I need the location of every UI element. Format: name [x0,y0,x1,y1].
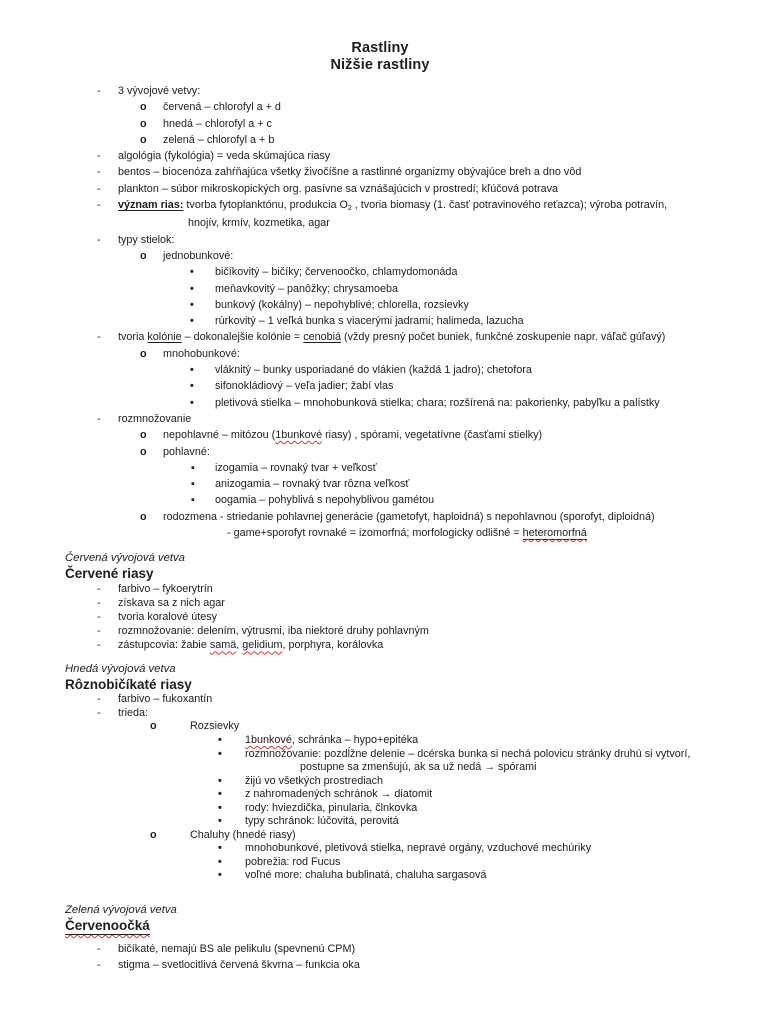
text-segment: Rôznobičíkaté riasy [65,677,192,693]
list-item-line [0,362,760,378]
text-segment: izogamia – rovnaký tvar + veľkosť [215,461,377,474]
list-item-line [0,707,760,721]
line-text [163,132,274,148]
list-item-line [0,775,760,789]
list-item-line [0,132,760,148]
line-text [118,232,174,248]
text-segment: pohlavné: [163,445,210,458]
bullet-dot-icon: • [218,842,222,855]
text-segment: meňavkovitý – panôžky; chrysamoeba [215,282,399,295]
text-segment: bunkový (kokálny) – nepohyblivé; chlorella, rozsievky [215,298,469,311]
list-item-line [0,181,760,197]
text-segment: získava sa z nich agar [118,597,225,610]
line-text [215,395,660,411]
list-item-line [0,815,760,829]
line-text [65,662,176,676]
list-item-line [0,197,760,215]
text-segment: Chaluhy (hnedé riasy) [190,828,296,841]
line-text [118,181,558,197]
bullet-dot-icon: • [218,855,222,868]
line-text [227,525,587,541]
list-item-line [0,395,760,411]
text-segment: samä [209,639,237,652]
bullet-o-icon: o [140,429,147,442]
line-text [118,596,225,610]
doc-title [0,0,760,74]
list-item-line [0,624,760,638]
list-item-line [0,329,760,345]
line-text [65,917,150,935]
list-item-line [0,596,760,610]
text-segment: rozmnožovanie: delením, výtrusmi, iba niektoré druhy pohlavným [118,625,429,638]
line-text [245,775,383,789]
list-item-line [0,297,760,313]
text-segment: kolónie [147,331,182,344]
text-segment: bičíkovitý – bičíky; červenoočko, chlamydomonáda [215,266,458,279]
list-item-line [0,427,760,443]
text-segment: rody: hviezdička, pinularia, člnkovka [245,801,418,814]
text-segment: červená – chlorofyl a + d [163,101,281,114]
text-segment: typy schránok: lúčovitá, perovitá [245,815,399,828]
section-heading-bold [65,917,760,935]
bullet-dot-icon: • [218,815,222,828]
line-text [118,941,355,958]
line-text [163,116,272,132]
line-text [215,313,524,329]
text-segment: bentos – biocenóza zahŕňajúca všetky živočíšne a rastlinné organizmy obývajúce breh a dno vôd [118,166,582,179]
bullet-dash-icon: - [97,693,101,706]
text-segment: gelidium [242,639,283,652]
bullet-sq-icon: ▪ [191,478,195,491]
section-zelena-vetva [0,903,760,974]
bullet-dash-icon: - [97,331,101,344]
list-item-line [0,378,760,394]
text-segment: voľné more: chaluha bublinatá, chaluha sargasová [245,869,487,882]
list-item-line [0,610,760,624]
bullet-dot-icon: • [218,869,222,882]
text-segment: rodozmena - striedanie pohlavnej generácie (gametofyt, haploidná) s nepohlavnou (sporofyt, diploidná) [163,510,655,523]
bullet-o-icon: o [150,720,157,733]
bullet-o-icon: o [140,347,147,360]
section-cervena-vetva [0,551,760,652]
line-text [300,761,536,775]
line-text [118,624,429,638]
section-hneda-vetva [0,662,760,883]
bullet-dash-icon: - [97,639,101,652]
line-text [215,297,469,313]
list-item-line [0,802,760,816]
line-text [163,509,655,525]
list-item-line [0,856,760,870]
bullet-dot-icon: • [218,733,222,746]
line-text [215,492,434,508]
list-item-line [0,460,760,476]
text-segment: zelená – chlorofyl a + b [163,133,275,146]
line-text [65,676,192,693]
line-text [245,869,486,883]
line-text [163,248,233,264]
line-text [118,957,360,974]
text-segment: rúrkovitý – 1 veľká bunka s viacerými jadrami; halimeda, lazucha [215,315,524,328]
line-text [65,903,177,917]
line-text [118,148,330,164]
line-text [245,734,418,748]
bullet-dash-icon: - [97,625,101,638]
list-item-line [0,788,760,802]
text-segment: stigma – svetlocitlivá červená škvrna – funkcia oka [118,959,360,972]
bullet-dash-icon: - [97,182,101,195]
bullet-o-icon: o [150,828,157,841]
text-segment: trieda: [118,706,149,719]
list-item-line [0,582,760,596]
bullet-dash-icon: - [97,583,101,596]
text-segment: rozmnožovanie [118,412,192,425]
text-segment: mnohobunkové: [163,347,240,360]
text-segment: hnojív, krmív, kozmetika, agar [188,217,330,230]
text-segment: nepohlavné – mitózou ( [163,429,276,442]
bullet-o-icon: o [140,445,147,458]
text-segment: (vždy presný počet buniek, funkčné zoskupenie napr. váľač gúľavý) [341,331,666,344]
bullet-dot-icon: • [218,801,222,814]
list-item-line [0,232,760,248]
line-text [245,856,340,870]
line-text [190,829,296,843]
text-segment: tvorba fytoplanktónu, produkcia O [183,199,348,212]
bullet-dot-icon: • [190,396,194,409]
list-item-line [0,148,760,164]
bullet-dot-icon: • [190,282,194,295]
text-segment: cenobiá [303,331,342,344]
text-segment: 1bunkové [245,733,292,746]
doc-title-line1: Rastliny [351,40,409,56]
list-item-line [0,281,760,297]
line-text [65,551,185,565]
bullet-dot-icon: • [190,298,194,311]
list-item-line [0,264,760,280]
text-segment: zástupcovia: žabie [118,639,210,652]
section-heading-bold [65,676,760,693]
text-segment: , porphyra, korálovka [282,639,384,652]
list-item-line [0,957,760,974]
line-text [215,476,409,492]
list-item-line [0,83,760,99]
bullet-dash-icon: - [97,85,101,97]
list-item-line [0,941,760,958]
list-item-line [0,476,760,492]
line-text [245,748,690,762]
doc-body [0,83,760,974]
text-segment: Rozsievky [190,720,240,733]
line-text [118,197,667,215]
text-segment: algológia (fykológia) = veda skúmajúca riasy [118,150,331,163]
text-segment: , tvoria biomasy (1. časť potravinového reťazca); výroba potravín, [351,199,668,212]
bullet-dot-icon: • [190,315,194,328]
text-segment: hnedá – chlorofyl a + c [163,117,272,130]
list-item-line [0,411,760,427]
bullet-o-icon: o [140,133,147,146]
line-text [163,444,210,460]
continuation-line [0,761,760,775]
text-segment: Zelená vývojová vetva [65,903,177,916]
line-text [215,378,393,394]
bullet-dash-icon: - [97,611,101,624]
text-segment: význam rias: [118,199,184,212]
text-segment: - game+sporofyt rovnaké = izomorfná; morfologicky odlišné = [227,527,523,540]
list-item-line [0,734,760,748]
list-item-line [0,346,760,362]
text-segment: mnohobunkové, pletivová stielka, nepravé orgány, vzduchové mechúriky [245,842,592,855]
line-text [163,99,281,115]
bullet-o-icon: o [140,101,147,114]
text-segment: z nahromadených schránok → diatomit [245,788,433,801]
continuation-line [0,525,760,541]
text-segment: farbivo – fukoxantín [118,693,213,706]
line-text [118,83,200,99]
text-segment: pobrežia: rod Fucus [245,855,341,868]
list-item-line [0,164,760,180]
list-item-line [0,720,760,734]
text-segment: vláknitý – bunky usporiadané do vlákien (každá 1 jadro); chetofora [215,364,532,377]
bullet-dash-icon: - [97,412,101,425]
line-text [163,427,542,443]
line-text [118,329,665,345]
bullet-dash-icon: - [97,166,101,179]
section-heading-italic [65,551,760,565]
text-segment: tvoria koralové útesy [118,611,218,624]
list-item-line [0,693,760,707]
text-segment: typy stielok: [118,233,175,246]
list-item-line [0,869,760,883]
bullet-dot-icon: • [190,380,194,393]
line-text [245,815,399,829]
line-text [118,693,212,707]
line-text [245,802,417,816]
line-text [118,164,581,180]
text-segment: Červené riasy [65,566,154,582]
line-text [118,582,213,596]
bullet-o-icon: o [140,249,147,262]
section-intro [0,83,760,541]
text-segment: tvoria [118,331,148,344]
section-heading-bold [65,565,760,582]
text-segment: Červená vývojová vetva [65,552,185,565]
line-text [245,842,591,856]
doc-title-line2: Nižšie rastliny [330,57,430,73]
text-segment: anizogamia – rovnaký tvar rôzna veľkosť [215,478,410,491]
continuation-line [0,215,760,231]
line-text [118,610,217,624]
list-item-line [0,248,760,264]
text-segment: heteromorfná [522,527,587,540]
line-text [215,362,532,378]
section-heading-italic [65,903,760,917]
text-segment: sifonokládiový – veľa jadier; žabí vlas [215,380,394,393]
text-segment: , [236,639,243,652]
bullet-dash-icon: - [97,942,101,955]
text-segment: – dokonalejšie kolónie = [181,331,304,344]
bullet-sq-icon: ▪ [191,461,195,474]
bullet-dash-icon: - [97,706,101,719]
line-text [215,264,457,280]
list-item-line [0,116,760,132]
line-text [65,565,154,582]
text-segment: pletivová stielka – mnohobunková stielka; chara; rozšírená na: pakorienky, pabyľku a palístky [215,396,660,409]
text-segment: , schránka – hypo+epitéka [291,733,419,746]
line-text [245,788,432,802]
text-segment: 3 vývojové vetvy: [118,85,201,97]
bullet-dash-icon: - [97,233,101,246]
list-item-line [0,638,760,652]
text-segment: bičíkaté, nemajú BS ale pelikulu (spevnenú CPM) [118,942,356,955]
text-segment: postupne sa zmenšujú, ak sa už nedá → spórami [300,761,537,774]
line-text [118,638,383,652]
text-segment: žijú vo všetkých prostrediach [245,774,384,787]
bullet-dash-icon: - [97,597,101,610]
bullet-dot-icon: • [190,364,194,377]
line-text [215,281,398,297]
text-segment: 2 [347,204,352,212]
bullet-o-icon: o [140,510,147,523]
line-text [163,346,240,362]
line-text [215,460,377,476]
bullet-dot-icon: • [218,747,222,760]
list-item-line [0,99,760,115]
text-segment: plankton – súbor mikroskopických org. pasívne sa vznášajúcich v prostredí; kľúčová potrava [118,182,559,195]
bullet-sq-icon: ▪ [191,494,195,507]
bullet-dot-icon: • [218,774,222,787]
bullet-o-icon: o [140,117,147,130]
line-text [118,707,148,721]
bullet-dash-icon: - [97,199,101,212]
list-item-line [0,509,760,525]
bullet-dot-icon: • [218,788,222,801]
text-segment: riasy) , spórami, vegetatívne (časťami stielky) [322,429,543,442]
list-item-line [0,842,760,856]
text-segment: oogamia – pohyblivá s nepohyblivou gamétou [215,494,435,507]
text-segment: Červenoočká [65,917,150,933]
list-item-line [0,829,760,843]
bullet-dash-icon: - [97,959,101,972]
text-segment: rozmnožovanie: pozdĺžne delenie – dcérska bunka si nechá polovicu stránky druhú si vytvorí, [245,747,691,760]
line-text [118,411,191,427]
text-segment: jednobunkové: [163,249,234,262]
bullet-dash-icon: - [97,150,101,163]
line-text [188,215,330,231]
list-item-line [0,748,760,762]
section-heading-italic [65,662,760,676]
bullet-dot-icon: • [190,266,194,279]
text-segment: 1bunkové [275,429,323,442]
text-segment: Hnedá vývojová vetva [65,663,176,676]
line-text [190,720,239,734]
text-segment: farbivo – fykoerytrín [118,583,213,596]
list-item-line [0,492,760,508]
list-item-line [0,313,760,329]
list-item-line [0,444,760,460]
